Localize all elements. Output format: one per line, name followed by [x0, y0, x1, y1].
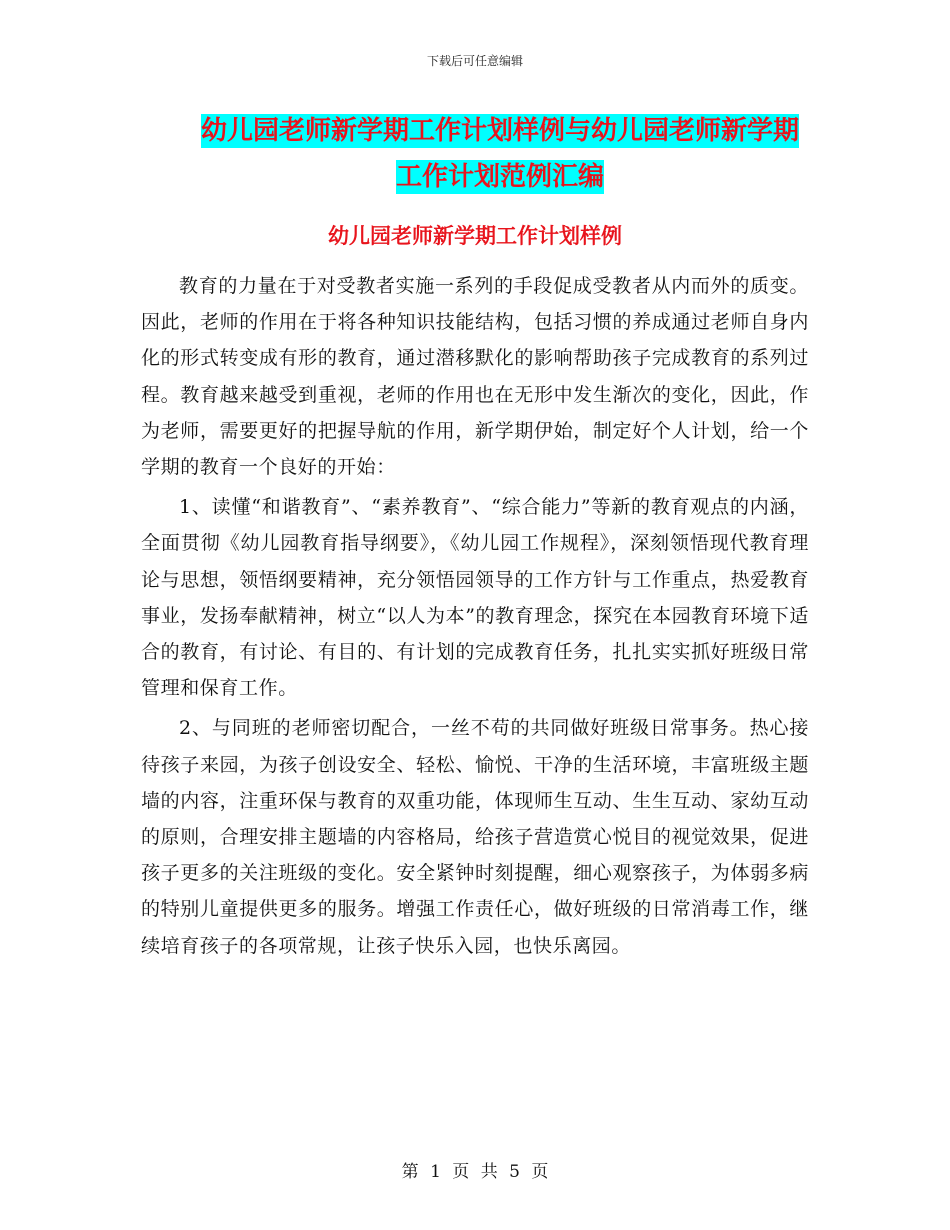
paragraph-item-1: 1、读懂“和谐教育”、“素养教育”、“综合能力”等新的教育观点的内涵，全面贯彻《幼儿园教育指导纲要》，《幼儿园工作规程》，深刻领悟现代教育理论与思想，领悟纲要精神，充分领悟园领导的工作方针与工作重点，热爱教育事业，发扬奉献精神，树立“以人为本”的教育理念，探究在本园教育环境下适合的教育，有讨论、有目的、有计划的完成教育任务，扎扎实实抓好班级日常管理和保育工作。	[141, 496, 809, 700]
document-title	[150, 108, 850, 200]
document-title-line-2: 工作计划范例汇编	[395, 162, 604, 192]
header-note: 下载后可任意编辑	[426, 54, 523, 68]
section-title: 幼儿园老师新学期工作计划样例	[328, 224, 622, 248]
document-body	[141, 268, 809, 964]
paragraph-intro: 教育的力量在于对受教者实施一系列的手段促成受教者从内而外的质变。因此，老师的作用在于将各种知识技能结构，包括习惯的养成通过老师自身内化的形式转变成有形的教育，通过潜移默化的影响帮助孩子完成教育的系列过程。教育越来越受到重视，老师的作用也在无形中发生渐次的变化，因此，作为老师，需要更好的把握导航的作用，新学期伊始，制定好个人计划，给一个学期的教育一个良好的开始：	[141, 275, 809, 479]
document-title-line-1: 幼儿园老师新学期工作计划样例与幼儿园老师新学期	[200, 116, 799, 146]
page-number: 第 1 页 共 5 页	[401, 1162, 549, 1182]
paragraph-item-2: 2、与同班的老师密切配合，一丝不苟的共同做好班级日常事务。热心接待孩子来园，为孩子创设安全、轻松、愉悦、干净的生活环境，丰富班级主题墙的内容，注重环保与教育的双重功能，体现师生互动、生生互动、家幼互动的原则，合理安排主题墙的内容格局，给孩子营造赏心悦目的视觉效果，促进孩子更多的关注班级的变化。安全紧钟时刻提醒，细心观察孩子，为体弱多病的特别儿童提供更多的服务。增强工作责任心，做好班级的日常消毒工作，继续培育孩子的各项常规，让孩子快乐入园，也快乐离园。	[141, 717, 809, 957]
